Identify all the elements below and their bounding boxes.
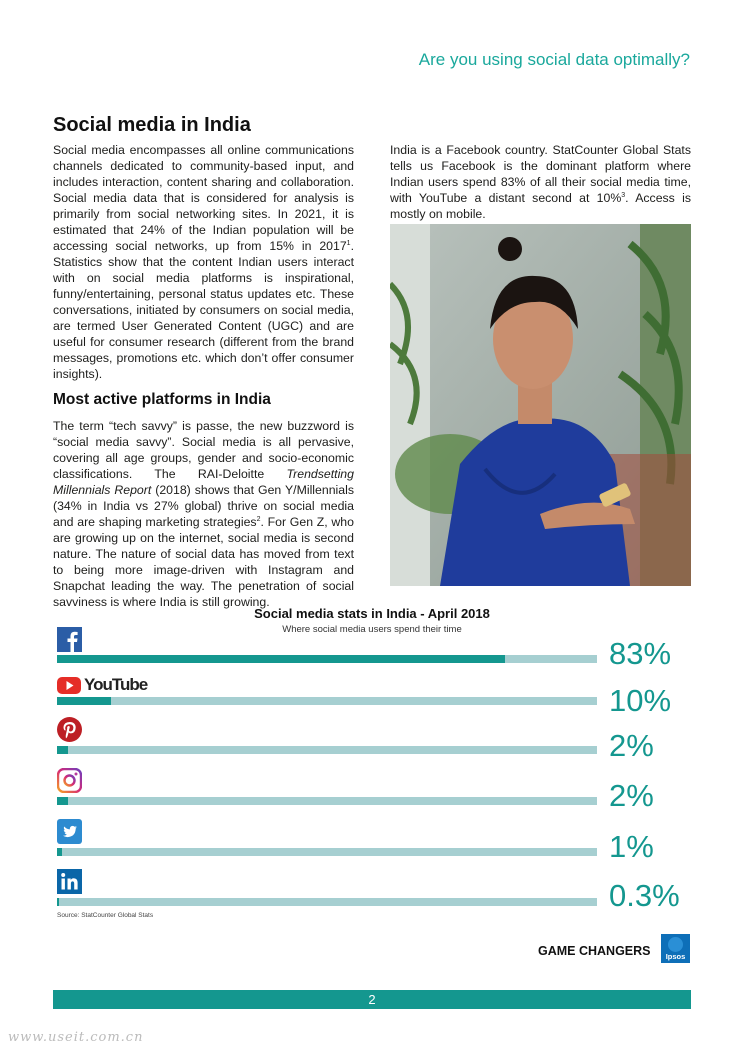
header-tagline: Are you using social data optimally? [418,50,690,69]
chart-source: Source: StatCounter Global Stats [57,912,154,919]
section-subheading: Most active platforms in India [53,391,271,408]
page-number: 2 [368,992,376,1007]
youtube-wordmark: YouTube [84,675,148,694]
twitter-icon [57,819,82,844]
left-column [53,142,354,610]
bar-twitter [57,848,62,856]
bar-instagram [57,797,68,805]
ipsos-logo [661,934,690,963]
platforms-paragraph: The term “tech savvy” is passe, the new buzzword is “social media savvy”. Social media is all pervasive, covering all age groups, gender and socio-economic classifications. The RAI-Deloitte Trendsetting Millennials Report (2018) shows that Gen Y/Millennials (34% in India vs 27% global) thrive on social media and are shaping marketing strategies$^2$. For Gen Z, who are growing up on the internet, social media is second nature. The nature of social data has moved from text to being more image-driven with Instagram and Snapchat leading the way. The penetration of social savviness is where India is still growing. [53,419,355,609]
bar-pinterest [57,746,68,754]
bar-youtube [57,697,111,705]
value-label-twitter: 1% [609,829,654,864]
brand-tagline: GAME CHANGERS [538,944,651,958]
bar-track-twitter [57,848,597,856]
linkedin-icon [57,869,82,894]
youtube-icon [57,675,81,696]
footer-bar [53,990,691,1009]
svg-text:Ipsos: Ipsos [665,952,686,961]
facebook-icon [57,627,82,652]
pinterest-icon [57,717,82,742]
bar-track-facebook [57,655,597,663]
value-label-linkedin: 0.3% [609,878,680,913]
bar-track-instagram [57,797,597,805]
value-label-pinterest: 2% [609,728,654,763]
value-label-facebook: 83% [609,636,672,671]
watermark: www.useit.com.cn [8,1030,144,1045]
bar-track-linkedin [57,898,597,906]
bar-facebook [57,655,505,663]
page-title: Social media in India [53,114,251,136]
facebook-paragraph: India is a Facebook country. StatCounter Global Stats tells us Facebook is the dominant platform where Indian users spend 83% of all their social media time, with YouTube a distant second at 10%$^3$. Access is mostly on mobile. [390,143,691,221]
chart-title: Social media stats in India - April 2018 [254,606,490,621]
woman-using-phone-photo [390,224,691,586]
value-label-instagram: 2% [609,778,654,813]
bar-linkedin [57,898,59,906]
intro-paragraph: Social media encompasses all online communications channels dedicated to community-based input, and includes interaction, content sharing and collaboration. Social media data that is considered for analysis is primarily from social networking sites. In 2021, it is estimated that 24% of the Indian population will be accessing social networks, up from 15% in 2017$^1$. Statistics show that the content Indian users interact with on social media platforms is inspirational, funny/entertaining, personal status updates etc. These conversations, initiated by consumers on social media, are termed User Generated Content (UGC) and are useful for consumer research (different from the brand messages, promotions etc. which don’t offer consumer insights). [53,143,354,381]
chart-subtitle: Where social media users spend their time [282,624,462,635]
youtube-logo [57,675,147,696]
bar-track-pinterest [57,746,597,754]
instagram-icon [57,768,82,793]
value-label-youtube: 10% [609,683,672,718]
right-column [390,142,691,222]
bar-track-youtube [57,697,597,705]
